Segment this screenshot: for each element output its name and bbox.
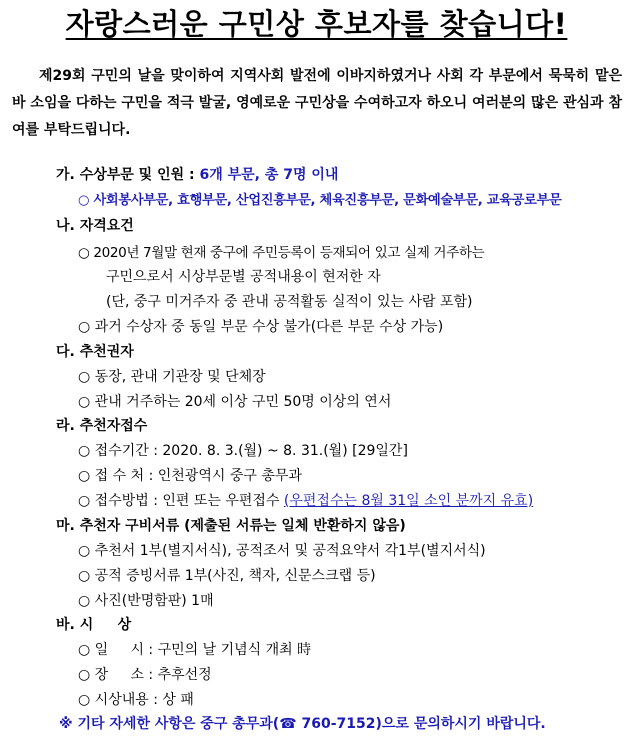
section-b-heading: 나. 자격요건 [56, 218, 134, 234]
section-e-item-3: ○ 사진(반명함판) 1매 [78, 593, 214, 609]
section-d-item-3 [78, 490, 533, 510]
section-e-item-1: ○ 추천서 1부(별지서식), 공적조서 및 공적요약서 각1부(별지서식) [78, 543, 486, 559]
postal-deadline-note: (우편접수는 8월 31일 소인 분까지 유효) [283, 493, 534, 509]
section-e-heading: 마. 추천자 구비서류 (제출된 서류는 일체 반환하지 않음) [56, 518, 406, 534]
section-f-heading: 바. 시 상 [56, 617, 132, 633]
section-a-heading-label: 가. 수상부문 및 인원 : [56, 167, 200, 183]
title-text: 자랑스러운 구민상 후보자를 찾습니다! [65, 7, 568, 41]
section-f-item-2: ○ 장 소 : 추후선정 [78, 667, 212, 683]
section-b-item-1: ○ 2020년 7월말 현재 중구에 주민등록이 등재되어 있고 실제 거주하는 [78, 245, 485, 261]
section-c-heading: 다. 추천권자 [56, 344, 134, 360]
section-f-item-1: ○ 일 시 : 구민의 날 기념식 개최 時 [78, 642, 312, 658]
section-d-item-3-label: ○ 접수방법 : 인편 또는 우편접수 [78, 493, 284, 509]
section-a-item-1: ○ 사회봉사부문, 효행부문, 산업진흥부문, 체육진흥부문, 문화예술부문, 교육공로부문 [78, 193, 562, 208]
page-title [0, 2, 633, 43]
footer-note: ※ 기타 자세한 사항은 중구 총무과(☎ 760-7152)으로 문의하시기 바랍니다. [59, 716, 546, 732]
section-b-item-1-note: (단, 중구 미거주자 중 관내 공적활동 실적이 있는 사람 포함) [106, 294, 473, 310]
section-c-item-2: ○ 관내 거주하는 20세 이상 구민 50명 이상의 연서 [78, 394, 392, 410]
section-b-item-1-cont: 구민으로서 시상부문별 공적내용이 현저한 자 [106, 269, 381, 285]
section-f-item-3: ○ 시상내용 : 상 패 [78, 692, 194, 708]
section-d-item-1: ○ 접수기간 : 2020. 8. 3.(월) ~ 8. 31.(월) [29일간] [78, 443, 408, 459]
section-a-heading [56, 164, 338, 184]
section-b-item-2: ○ 과거 수상자 중 동일 부문 수상 불가(다른 부문 수상 가능) [78, 319, 444, 335]
section-d-heading: 라. 추천자접수 [56, 418, 148, 434]
section-a-heading-value: 6개 부문, 총 7명 이내 [199, 167, 339, 183]
section-c-item-1: ○ 동장, 관내 기관장 및 단체장 [78, 369, 266, 385]
section-d-item-2: ○ 접 수 처 : 인천광역시 중구 총무과 [78, 468, 302, 484]
section-e-item-2: ○ 공적 증빙서류 1부(사진, 책자, 신문스크랩 등) [78, 568, 376, 584]
intro-paragraph: 제29회 구민의 날을 맞이하여 지역사회 발전에 이바지하였거나 사회 각 부문에서 묵묵히 맡은 바 소임을 다하는 구민을 적극 발굴, 영예로운 구민상을 수여하고자 하오니 여러분의 많은 관심과 참여를 부탁드립니다. [12, 68, 622, 138]
